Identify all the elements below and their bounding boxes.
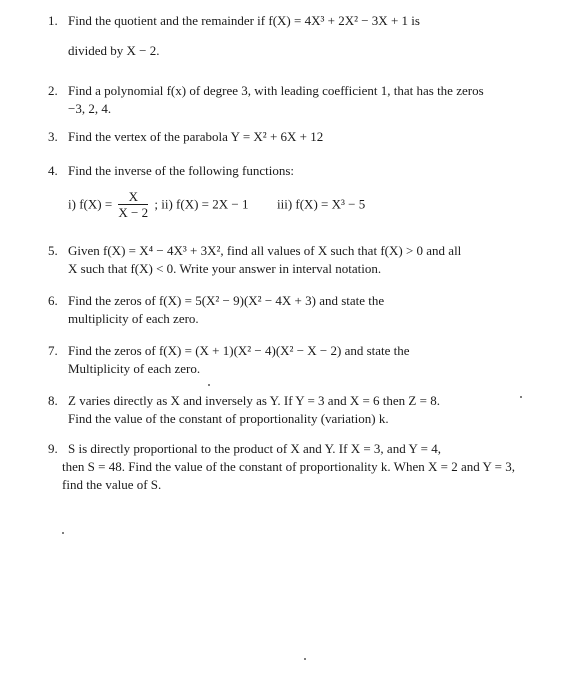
question-7-line-2: Multiplicity of each zero. [68, 361, 201, 376]
question-4-line-1 [48, 160, 568, 182]
question-2-line-2: −3, 2, 4. [68, 101, 112, 116]
part-ii: ; ii) f(X) = 2X − 1 [154, 196, 249, 212]
question-text: Find the zeros of f(X) = 5(X² − 9)(X² − 4X + 3) and state the [68, 293, 385, 308]
question-3-line-1 [48, 126, 568, 148]
question-number: 4. [48, 163, 58, 178]
question-5 [48, 240, 568, 280]
scan-speck [62, 532, 64, 534]
question-number: 9. [48, 441, 58, 456]
question-1-line-1 [48, 10, 568, 32]
question-text: Find the vertex of the parabola Y = X² + 6X + 12 [68, 129, 324, 144]
question-number: 5. [48, 243, 58, 258]
question-7 [48, 340, 568, 380]
question-2 [48, 80, 568, 120]
question-number: 3. [48, 129, 58, 144]
question-1-line-2: divided by X − 2. [68, 43, 160, 58]
question-number: 6. [48, 293, 58, 308]
question-1 [48, 10, 568, 62]
question-text: Find a polynomial f(x) of degree 3, with leading coefficient 1, that has the zeros [68, 83, 484, 98]
scan-speck [520, 396, 522, 398]
question-5-line-2: X such that f(X) < 0. Write your answer in interval notation. [68, 261, 382, 276]
question-number: 8. [48, 393, 58, 408]
question-text: Z varies directly as X and inversely as Y. If Y = 3 and X = 6 then Z = 8. [68, 393, 440, 408]
question-number: 1. [48, 13, 58, 28]
part-iii: iii) f(X) = X³ − 5 [276, 196, 366, 212]
question-8-line-2: Find the value of the constant of proportionality (variation) k. [68, 411, 389, 426]
question-6 [48, 290, 568, 330]
question-3 [48, 126, 568, 148]
part-i-label: i) f(X) = [68, 196, 113, 212]
question-text: Find the quotient and the remainder if f(X) = 4X³ + 2X² − 3X + 1 is [68, 13, 420, 28]
part-i-fraction [118, 190, 148, 221]
question-text: Find the inverse of the following functions: [68, 163, 295, 178]
question-number: 2. [48, 83, 58, 98]
question-9-line-2: then S = 48. Find the value of the constant of proportionality k. When X = 2 and Y = 3, [62, 459, 515, 474]
question-8 [48, 390, 568, 430]
question-text: Given f(X) = X⁴ − 4X³ + 3X², find all values of X such that f(X) > 0 and all [68, 243, 462, 258]
fraction-denominator: X − 2 [118, 205, 149, 220]
question-text: S is directly proportional to the product of X and Y. If X = 3, and Y = 4, [68, 441, 441, 456]
question-4 [48, 160, 568, 224]
question-number: 7. [48, 343, 58, 358]
scan-speck [208, 384, 210, 386]
question-6-line-2: multiplicity of each zero. [68, 311, 199, 326]
fraction-numerator: X [118, 190, 148, 205]
scan-speck [304, 658, 306, 660]
question-9 [48, 438, 568, 496]
question-4-subparts [48, 190, 568, 224]
question-9-line-3: find the value of S. [62, 477, 162, 492]
question-text: Find the zeros of f(X) = (X + 1)(X² − 4)(X² − X − 2) and state the [68, 343, 410, 358]
